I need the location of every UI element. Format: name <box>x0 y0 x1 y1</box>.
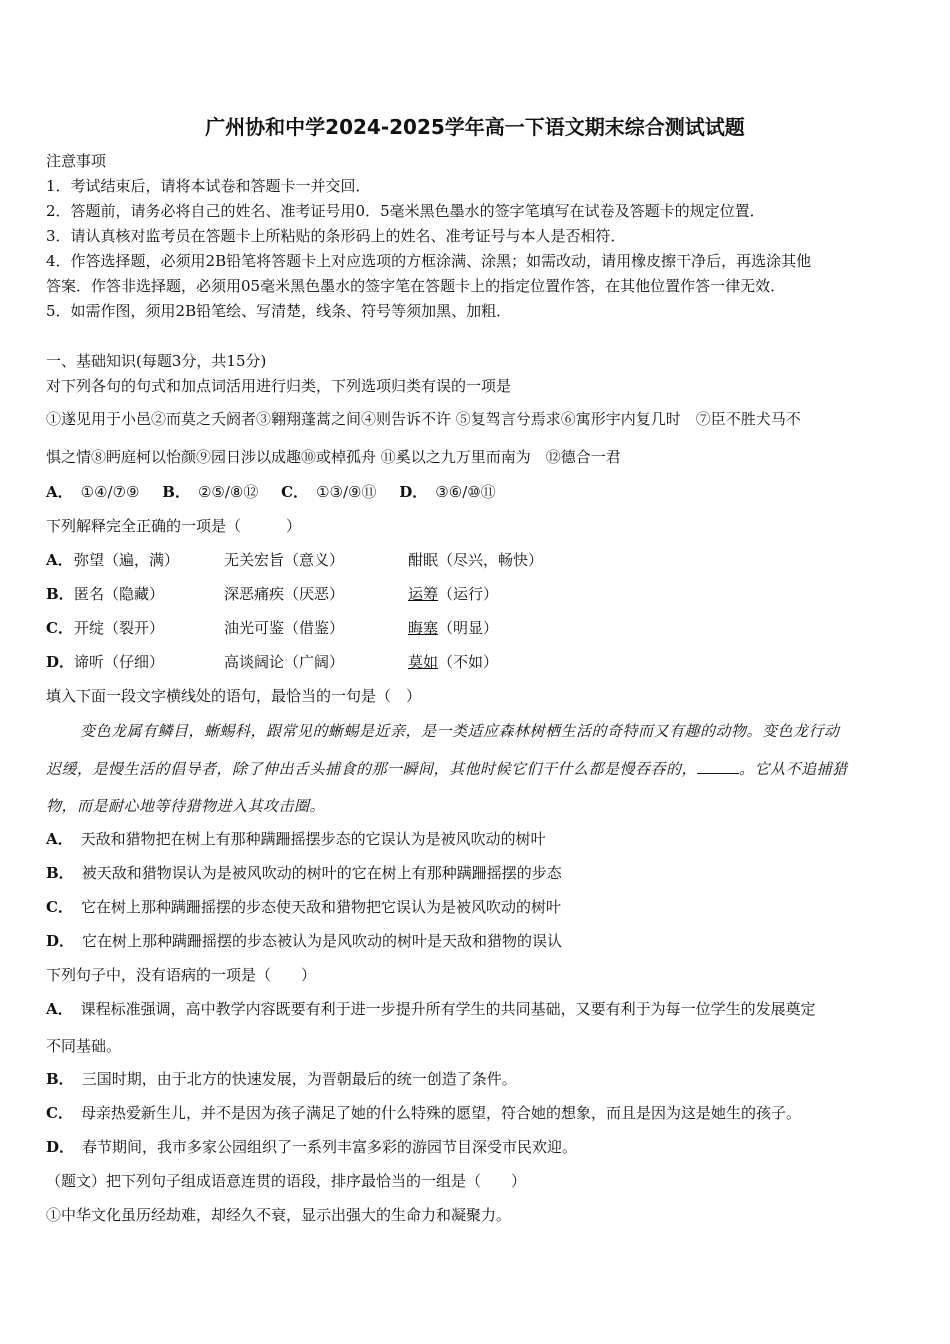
q5-item-1: ①中华文化虽历经劫难，却经久不衰，显示出强大的生命力和凝聚力。 <box>46 1206 512 1224</box>
notice-item: 2．答题前，请务必将自己的姓名、准考证号用0．5毫米黑色墨水的签字笔填写在试卷及答题卡的规定位置． <box>46 202 765 220</box>
q3-option-b[interactable]: B． 被天敌和猎物误认为是被风吹动的树叶的它在树上有那种蹒跚摇摆的步态 <box>46 864 562 882</box>
q1-option-c[interactable]: C． ①③/⑨⑪ <box>281 483 377 501</box>
q2-stem: 下列解释完全正确的一项是（ ） <box>46 517 302 535</box>
q1-sentences-line2: 惧之情⑧眄庭柯以怡颜⑨园日涉以成趣⑩或棹孤舟 ⑪奚以之九万里而南为 ⑫德合一君 <box>46 448 621 466</box>
q1-option-b[interactable]: B． ②⑤/⑧⑫ <box>162 483 259 501</box>
q2-option-b[interactable]: B． 匿名（隐藏） 深恶痛疾（厌恶） 运筹（运行） <box>46 585 499 603</box>
q1-stem: 对下列各句的句式和加点词活用进行归类，下列选项归类有误的一项是 <box>46 377 512 395</box>
q1-sentences-line1: ①遂见用于小邑②而莫之夭阏者③翱翔蓬蒿之间④则告诉不许 ⑤复驾言兮焉求⑥寓形宇内复几时 ⑦臣不胜犬马不 <box>46 410 801 428</box>
q4-option-a-cont: 不同基础。 <box>46 1037 122 1055</box>
q3-option-c[interactable]: C． 它在树上那种蹒跚摇摆的步态使天敌和猎物把它误认为是被风吹动的树叶 <box>46 898 561 916</box>
notice-item: 5．如需作图，须用2B铅笔绘、写清楚，线条、符号等须加黑、加粗． <box>46 302 512 320</box>
q3-stem: 填入下面一段文字横线处的语句，最恰当的一句是（ ） <box>46 687 422 705</box>
q4-option-b[interactable]: B． 三国时期，由于北方的快速发展，为晋朝最后的统一创造了条件。 <box>46 1070 517 1088</box>
notice-heading: 注意事项 <box>46 152 107 170</box>
q4-option-a[interactable]: A． 课程标准强调，高中教学内容既要有利于进一步提升所有学生的共同基础，又要有利于为每一位学生的发展奠定 <box>46 1000 816 1018</box>
q3-passage-line2: 迟缓，是慢生活的倡导者，除了伸出舌头捕食的那一瞬间，其他时候它们干什么都是慢吞吞的， 。它从不追捕猎 <box>46 760 848 778</box>
q3-passage-line1: 变色龙属有鳞目，蜥蜴科，跟常见的蜥蜴是近亲，是一类适应森林树栖生活的奇特而又有趣的动物。变色龙行动 <box>80 722 840 740</box>
notice-item: 3．请认真核对监考员在答题卡上所粘贴的条形码上的姓名、准考证号与本人是否相符． <box>46 227 626 245</box>
q2-option-a[interactable]: A． 弥望（遍，满） 无关宏旨（意义） 酣眠（尽兴，畅快） <box>46 551 544 569</box>
q4-option-d[interactable]: D． 春节期间，我市多家公园组织了一系列丰富多彩的游园节目深受市民欢迎。 <box>46 1138 578 1156</box>
notice-item: 1．考试结束后，请将本试卷和答题卡一并交回． <box>46 177 371 195</box>
q4-stem: 下列句子中，没有语病的一项是（ ） <box>46 966 317 984</box>
q3-passage-line3: 物，而是耐心地等待猎物进入其攻击圈。 <box>46 797 326 815</box>
q1-options <box>46 482 910 502</box>
q3-option-a[interactable]: A． 天敌和猎物把在树上有那种蹒跚摇摆步态的它误认为是被风吹动的树叶 <box>46 830 546 848</box>
notice-item: 答案．作答非选择题，必须用05毫米黑色墨水的签字笔在答题卡上的指定位置作答，在其他位置作答一律无效． <box>46 277 786 295</box>
q1-option-a[interactable]: A． ①④/⑦⑨ <box>46 483 140 501</box>
q2-option-d[interactable]: D． 谛听（仔细） 高谈阔论（广阔） 莫如（不如） <box>46 653 499 671</box>
q3-option-d[interactable]: D． 它在树上那种蹒跚摇摆的步态被认为是风吹动的树叶是天敌和猎物的误认 <box>46 932 563 950</box>
section-heading: 一、基础知识(每题3分，共15分) <box>46 352 267 370</box>
notice-item: 4．作答选择题，必须用2B铅笔将答题卡上对应选项的方框涂满、涂黑；如需改动，请用橡皮擦干净后，再选涂其他 <box>46 252 812 270</box>
q5-stem: （题文）把下列句子组成语意连贯的语段，排序最恰当的一组是（ ） <box>46 1172 527 1190</box>
answer-blank[interactable] <box>697 759 739 774</box>
q2-option-c[interactable]: C． 开绽（裂开） 油光可鉴（借鉴） 晦塞（明显） <box>46 619 499 637</box>
q1-option-d[interactable]: D． ③⑥/⑩⑪ <box>399 483 496 501</box>
page-title: 广州协和中学2024-2025学年高一下语文期末综合测试试题 <box>205 115 745 139</box>
q4-option-c[interactable]: C． 母亲热爱新生儿，并不是因为孩子满足了她的什么特殊的愿望，符合她的想象，而且是因为这是她生的孩子。 <box>46 1104 801 1122</box>
